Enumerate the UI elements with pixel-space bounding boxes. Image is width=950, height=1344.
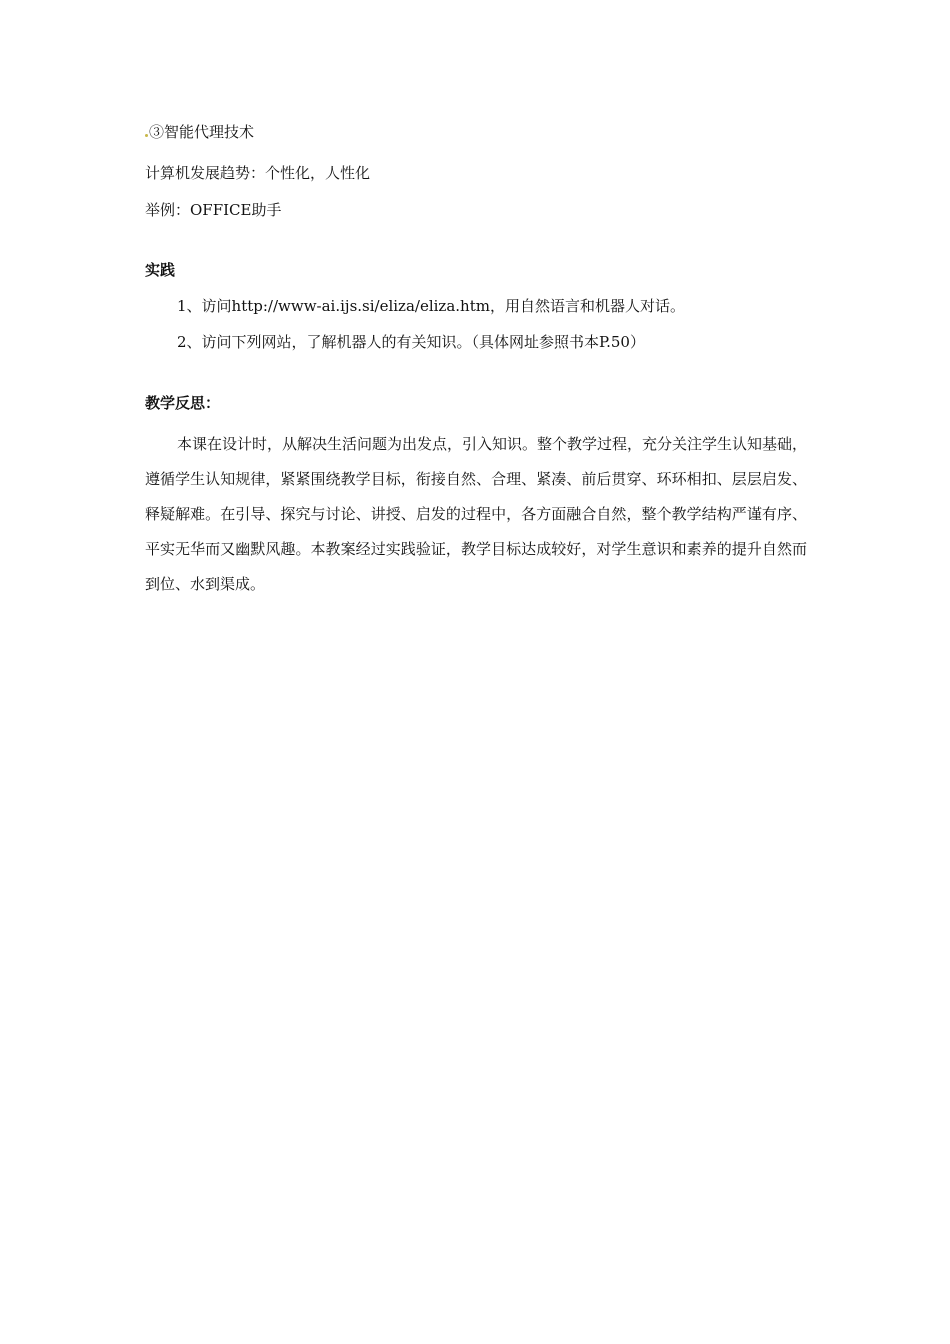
agent-tech-text: ③智能代理技术 — [149, 123, 255, 141]
example-line: 举例：OFFICE助手 — [145, 201, 282, 219]
reflection-paragraph: 本课在设计时，从解决生活问题为出发点，引入知识。整个教学过程，充分关注学生认知基础，遵循学生认知规律，紧紧围绕教学目标，衔接自然、合理、紧凑、前后贯穿、环环相扣、层层启发、释疑解难。在引导、探究与讨论、讲授、启发的过程中，各方面融合自然，整个教学结构严谨有序、平实无华而又幽默风趣。本教案经过实践验证，教学目标达成较好，对学生意识和素养的提升自然而到位、水到渠成。 — [145, 435, 808, 593]
trend-line: 计算机发展趋势：个性化，人性化 — [145, 164, 371, 182]
practice-item-2: 2、访问下列网站，了解机器人的有关知识。（具体网址参照书本P.50） — [177, 333, 645, 351]
agent-tech-line — [145, 122, 254, 142]
reflection-heading: 教学反思： — [145, 394, 221, 412]
practice-heading: 实践 — [145, 261, 176, 279]
edit-mark-icon — [145, 134, 148, 137]
practice-item-1: 1、访问http://www-ai.ijs.si/eliza/eliza.htm，用自然语言和机器人对话。 — [177, 297, 685, 315]
